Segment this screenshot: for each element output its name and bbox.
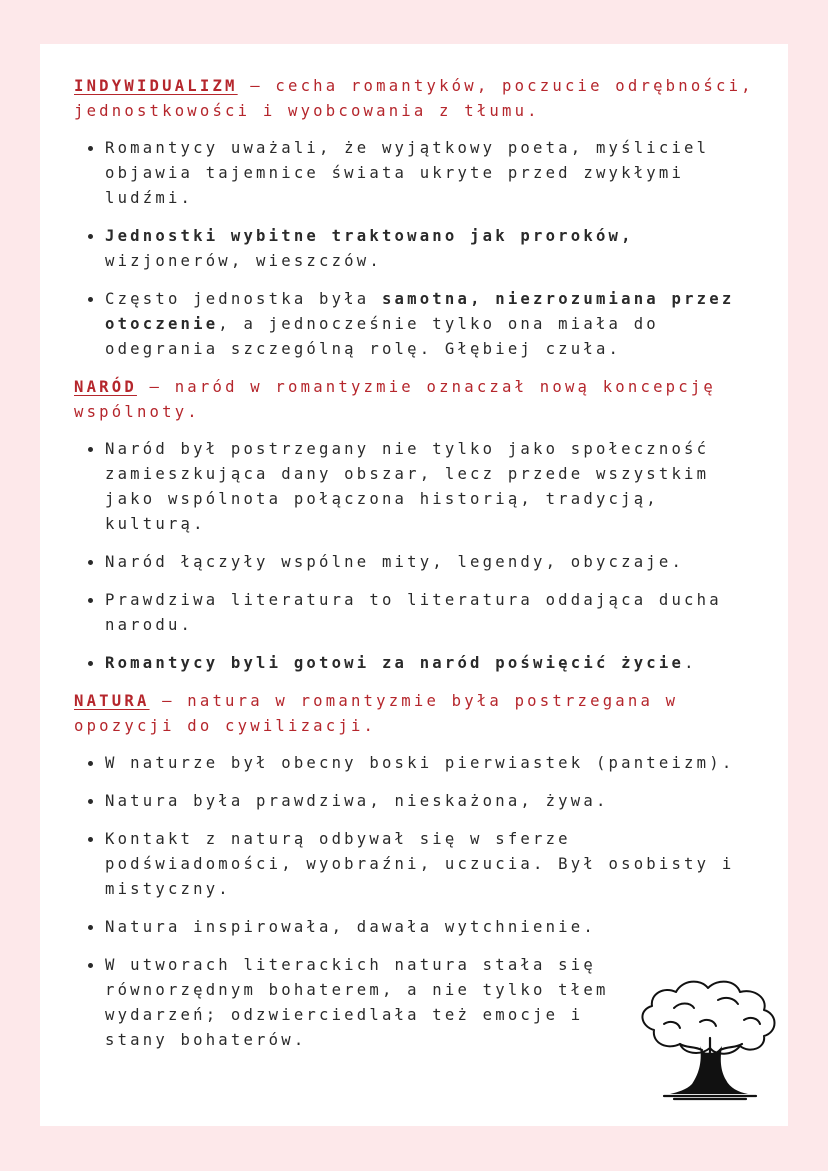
list-item: [74, 287, 764, 362]
bullet-text: Naród łączyły wspólne mity, legendy, obyczaje.: [105, 553, 685, 571]
list-item: [74, 437, 764, 537]
list-item: [74, 136, 764, 211]
list-item: [74, 789, 755, 814]
section-definition: – cecha romantyków, poczucie odrębności, jednostkowości i wyobcowania z tłumu.: [74, 77, 754, 120]
section-definition: – naród w romantyzmie oznaczał nową koncepcję wspólnoty.: [74, 378, 717, 421]
section-heading: [74, 689, 764, 739]
bullet-text: Często jednostka była: [105, 290, 382, 308]
bullet-text-bold: Jednostki wybitne traktowano jak proroków,: [105, 227, 634, 245]
list-item: [74, 651, 764, 676]
list-item: [74, 751, 755, 776]
section-heading: [74, 74, 764, 124]
bullet-text: wizjonerów, wieszczów.: [105, 252, 382, 270]
bullet-text: Prawdziwa literatura to literatura oddająca ducha narodu.: [105, 591, 722, 634]
tree-icon: [634, 972, 784, 1102]
list-item: [74, 827, 755, 902]
list-item: [74, 224, 764, 274]
section-definition: – natura w romantyzmie była postrzegana w opozycji do cywilizacji.: [74, 692, 679, 735]
bullet-text-bold: Romantycy byli gotowi za naród poświęcić życie: [105, 654, 685, 672]
bullet-text: Romantycy uważali, że wyjątkowy poeta, myśliciel objawia tajemnice świata ukryte przed zwykłymi ludźmi.: [105, 139, 710, 207]
bullet-text: Kontakt z naturą odbywał się w sferze podświadomości, wyobraźni, uczucia. Był osobisty i mistyczny.: [105, 830, 735, 898]
section-narod: [74, 375, 764, 676]
document-page: [40, 44, 788, 1126]
section-indywidualizm: [74, 74, 764, 362]
bullet-list: [74, 136, 764, 362]
list-item: [74, 550, 764, 575]
section-heading: [74, 375, 764, 425]
bullet-list: [74, 751, 735, 1053]
section-term: INDYWIDUALIZM: [74, 77, 238, 95]
bullet-text: , a jednocześnie tylko ona miała do odegrania szczególną rolę. Głębiej czuła.: [105, 315, 659, 358]
section-term: NATURA: [74, 692, 150, 710]
bullet-text: Natura była prawdziwa, nieskażona, żywa.: [105, 792, 609, 810]
bullet-text: Naród był postrzegany nie tylko jako społeczność zamieszkująca dany obszar, lecz przede wszystkim jako wspólnota połączona historią, tradycją, kulturą.: [105, 440, 710, 533]
bullet-text: W naturze był obecny boski pierwiastek (panteizm).: [105, 754, 735, 772]
list-item: [74, 953, 615, 1053]
bullet-list: [74, 437, 764, 676]
section-term: NARÓD: [74, 378, 137, 396]
list-item: [74, 588, 764, 638]
bullet-text: W utworach literackich natura stała się równorzędnym bohaterem, a nie tylko tłem wydarzeń; odzwierciedlała też emocje i stany bohaterów.: [105, 956, 609, 1049]
list-item: [74, 915, 755, 940]
bullet-text: .: [684, 654, 697, 672]
bullet-text-bold: samotna, niezrozumiana przez otoczenie: [105, 290, 735, 333]
bullet-text: Natura inspirowała, dawała wytchnienie.: [105, 918, 596, 936]
document-content: [74, 74, 764, 1066]
